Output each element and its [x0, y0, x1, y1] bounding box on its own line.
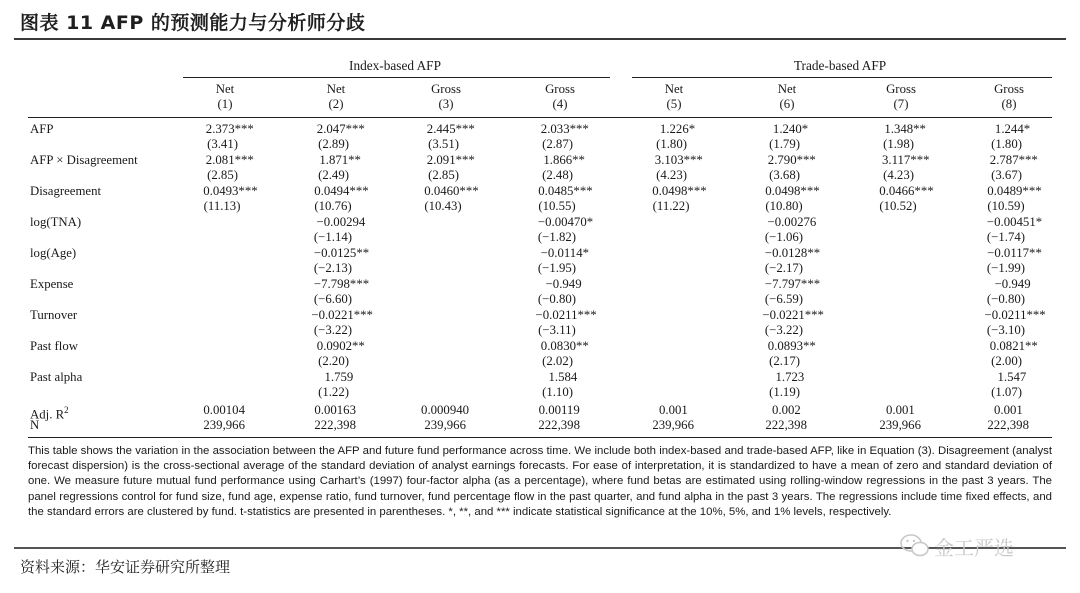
- stat-value: 239,966: [203, 418, 245, 432]
- t-stat-cell: (2.02): [542, 354, 573, 368]
- header-rule: [28, 117, 1052, 118]
- t-stat-cell: (−3.22): [313, 323, 353, 337]
- stat-value: 239,966: [879, 418, 921, 432]
- column-header-type: Net: [326, 82, 346, 96]
- t-stat-cell: (−1.82): [537, 230, 577, 244]
- coefficient-cell: 2.373***: [205, 122, 254, 136]
- t-stat-cell: (2.48): [542, 168, 573, 182]
- t-stat-cell: (10.80): [765, 199, 803, 213]
- stat-value: 222,398: [765, 418, 807, 432]
- stat-label: Adj. $R^2$: [30, 405, 69, 422]
- coefficient-cell: 2.047***: [316, 122, 365, 136]
- coefficient-cell: −0.0114*: [540, 246, 590, 260]
- t-stat-cell: (1.80): [991, 137, 1022, 151]
- coefficient-cell: −0.949: [545, 277, 582, 291]
- column-header-type: Net: [215, 82, 235, 96]
- stat-value: 0.001: [886, 403, 915, 417]
- coefficient-cell: 0.0830**: [540, 339, 589, 353]
- t-stat-cell: (−0.80): [986, 292, 1026, 306]
- title-rule: [14, 38, 1066, 40]
- column-header-type: Gross: [545, 82, 575, 96]
- t-stat-cell: (−1.06): [764, 230, 804, 244]
- row-label: AFP × Disagreement: [30, 153, 138, 167]
- coefficient-cell: −0.0211***: [984, 308, 1046, 322]
- t-stat-cell: (10.52): [879, 199, 917, 213]
- coefficient-cell: 0.0493***: [203, 184, 258, 198]
- coefficient-cell: 1.226*: [659, 122, 696, 136]
- coefficient-cell: −0.00451*: [986, 215, 1043, 229]
- coefficient-cell: 1.759: [324, 370, 354, 384]
- t-stat-cell: (2.20): [318, 354, 349, 368]
- coefficient-cell: 2.081***: [205, 153, 254, 167]
- coefficient-cell: 2.033***: [540, 122, 589, 136]
- t-stat-cell: (2.87): [542, 137, 573, 151]
- column-header-number: (3): [438, 97, 454, 111]
- t-stat-cell: (−6.60): [313, 292, 353, 306]
- column-header-number: (4): [552, 97, 568, 111]
- coefficient-cell: 1.723: [775, 370, 805, 384]
- stat-value: 0.002: [772, 403, 801, 417]
- t-stat-cell: (10.55): [538, 199, 576, 213]
- coefficient-cell: −0.949: [994, 277, 1031, 291]
- t-stat-cell: (10.59): [987, 199, 1025, 213]
- coefficient-cell: 1.871**: [319, 153, 361, 167]
- coefficient-cell: 0.0485***: [538, 184, 593, 198]
- coefficient-cell: −0.0221***: [311, 308, 373, 322]
- coefficient-cell: 2.790***: [767, 153, 816, 167]
- watermark-text: 金工严选: [934, 535, 1014, 560]
- column-header-number: (2): [328, 97, 344, 111]
- group-rule-index: [183, 77, 610, 78]
- t-stat-cell: (2.17): [769, 354, 800, 368]
- t-stat-cell: (2.49): [318, 168, 349, 182]
- row-label: Past flow: [30, 339, 78, 353]
- t-stat-cell: (10.43): [424, 199, 462, 213]
- stat-value: 222,398: [987, 418, 1029, 432]
- t-stat-cell: (−3.10): [986, 323, 1026, 337]
- t-stat-cell: (−0.80): [537, 292, 577, 306]
- t-stat-cell: (−3.22): [764, 323, 804, 337]
- row-label: Disagreement: [30, 184, 102, 198]
- t-stat-cell: (−2.13): [313, 261, 353, 275]
- coefficient-cell: 1.240*: [772, 122, 809, 136]
- column-header-number: (1): [217, 97, 233, 111]
- column-header-number: (6): [779, 97, 795, 111]
- coefficient-cell: −7.798***: [313, 277, 370, 291]
- coefficient-cell: 1.547: [997, 370, 1027, 384]
- coefficient-cell: 1.348**: [884, 122, 926, 136]
- stat-value: 0.001: [994, 403, 1023, 417]
- stat-value: 222,398: [538, 418, 580, 432]
- coefficient-cell: 0.0498***: [652, 184, 707, 198]
- t-stat-cell: (1.79): [769, 137, 800, 151]
- t-stat-cell: (3.67): [991, 168, 1022, 182]
- coefficient-cell: −0.00276: [767, 215, 817, 229]
- t-stat-cell: (3.51): [428, 137, 459, 151]
- t-stat-cell: (4.23): [883, 168, 914, 182]
- coefficient-cell: 0.0489***: [987, 184, 1042, 198]
- row-label: log(TNA): [30, 215, 82, 229]
- coefficient-cell: −0.0125**: [313, 246, 370, 260]
- row-label: log(Age): [30, 246, 77, 260]
- t-stat-cell: (3.41): [207, 137, 238, 151]
- t-stat-cell: (−1.14): [313, 230, 353, 244]
- column-header-type: Net: [777, 82, 797, 96]
- t-stat-cell: (−2.17): [764, 261, 804, 275]
- table-note: This table shows the variation in the association between the AFP and future fund performance across time. We include both index-based and trade-based AFP, like in Equation (3). Disagreement (analyst forecast dispersion) is the cross-sectional average of the standard deviation of analyst earnings forecasts. For ease of interpretation, it is standardized to have a mean of zero and standard deviation of one. We measure future mutual fund performance using Carhart’s (1997) four-factor alpha (as a percentage), where fund betas are estimated using rolling-window regressions in the past 3 years. The panel regressions control for fund size, fund age, expense ratio, fund turnover, fund percentage flow in the past quarter, and fund alpha in the past 3 years. The regressions include time fixed effects, and the standard errors are clustered by fund. t-statistics are presented in parentheses. *, **, and *** indicate statistical significance at the 10%, 5%, and 1% levels, respectively.: [28, 445, 1052, 518]
- coefficient-cell: −0.00294: [316, 215, 366, 229]
- stat-value: 0.00163: [314, 403, 356, 417]
- row-label: Past alpha: [30, 370, 83, 384]
- coefficient-cell: 1.584: [548, 370, 578, 384]
- coefficient-cell: 3.117***: [881, 153, 930, 167]
- coefficient-cell: 0.0821**: [989, 339, 1038, 353]
- column-header-number: (8): [1001, 97, 1017, 111]
- row-label: Expense: [30, 277, 74, 291]
- column-header-type: Gross: [431, 82, 461, 96]
- t-stat-cell: (−6.59): [764, 292, 804, 306]
- coefficient-cell: 1.866**: [543, 153, 585, 167]
- t-stat-cell: (1.80): [656, 137, 687, 151]
- coefficient-cell: −0.0211***: [535, 308, 597, 322]
- t-stat-cell: (11.13): [203, 199, 241, 213]
- t-stat-cell: (1.98): [883, 137, 914, 151]
- group-header-index: Index-based AFP: [349, 58, 441, 73]
- group-rule-trade: [632, 77, 1052, 78]
- stat-value: 0.00104: [203, 403, 245, 417]
- t-stat-cell: (2.85): [428, 168, 459, 182]
- coefficient-cell: 0.0902**: [316, 339, 365, 353]
- t-stat-cell: (11.22): [652, 199, 690, 213]
- coefficient-cell: 0.0494***: [314, 184, 369, 198]
- t-stat-cell: (10.76): [314, 199, 352, 213]
- column-header-type: Gross: [886, 82, 916, 96]
- coefficient-cell: 0.0460***: [424, 184, 479, 198]
- coefficient-cell: 0.0498***: [765, 184, 820, 198]
- stat-label-superscript: 2: [64, 405, 69, 415]
- t-stat-cell: (−3.11): [538, 323, 576, 337]
- watermark: [900, 528, 1050, 564]
- t-stat-cell: (−1.74): [986, 230, 1026, 244]
- t-stat-cell: (−1.99): [986, 261, 1026, 275]
- column-header-type: Net: [664, 82, 684, 96]
- coefficient-cell: −0.00470*: [537, 215, 594, 229]
- stat-value: 0.000940: [421, 403, 470, 417]
- coefficient-cell: −0.0128**: [764, 246, 821, 260]
- coefficient-cell: 3.103***: [654, 153, 703, 167]
- source-text: 资料来源：华安证券研究所整理: [20, 558, 231, 576]
- stat-value: 0.001: [659, 403, 688, 417]
- coefficient-cell: 2.445***: [426, 122, 475, 136]
- t-stat-cell: (2.89): [318, 137, 349, 151]
- stat-value: 0.00119: [538, 403, 580, 417]
- t-stat-cell: (1.19): [769, 385, 800, 399]
- coefficient-cell: −0.0221***: [762, 308, 824, 322]
- column-header-number: (7): [893, 97, 909, 111]
- stat-value: 239,966: [652, 418, 694, 432]
- t-stat-cell: (4.23): [656, 168, 687, 182]
- t-stat-cell: (1.07): [991, 385, 1022, 399]
- group-header-trade: Trade-based AFP: [793, 58, 887, 73]
- figure-title: 图表 11 AFP 的预测能力与分析师分歧: [20, 12, 366, 34]
- bottom-rule: [28, 437, 1052, 438]
- coefficient-cell: 2.787***: [989, 153, 1038, 167]
- t-stat-cell: (1.22): [318, 385, 349, 399]
- t-stat-cell: (3.68): [769, 168, 800, 182]
- wechat-icon: [900, 533, 930, 559]
- stat-value: 239,966: [424, 418, 466, 432]
- column-header-type: Gross: [994, 82, 1024, 96]
- coefficient-cell: 2.091***: [426, 153, 475, 167]
- row-label: Turnover: [30, 308, 78, 322]
- coefficient-cell: −7.797***: [764, 277, 821, 291]
- t-stat-cell: (−1.95): [537, 261, 577, 275]
- column-header-number: (5): [666, 97, 682, 111]
- row-label: AFP: [30, 122, 54, 136]
- stat-value: 222,398: [314, 418, 356, 432]
- t-stat-cell: (2.00): [991, 354, 1022, 368]
- t-stat-cell: (2.85): [207, 168, 238, 182]
- coefficient-cell: 0.0466***: [879, 184, 934, 198]
- coefficient-cell: 1.244*: [994, 122, 1031, 136]
- coefficient-cell: 0.0893**: [767, 339, 816, 353]
- stat-label: N: [30, 418, 40, 432]
- coefficient-cell: −0.0117**: [987, 246, 1042, 260]
- t-stat-cell: (1.10): [542, 385, 573, 399]
